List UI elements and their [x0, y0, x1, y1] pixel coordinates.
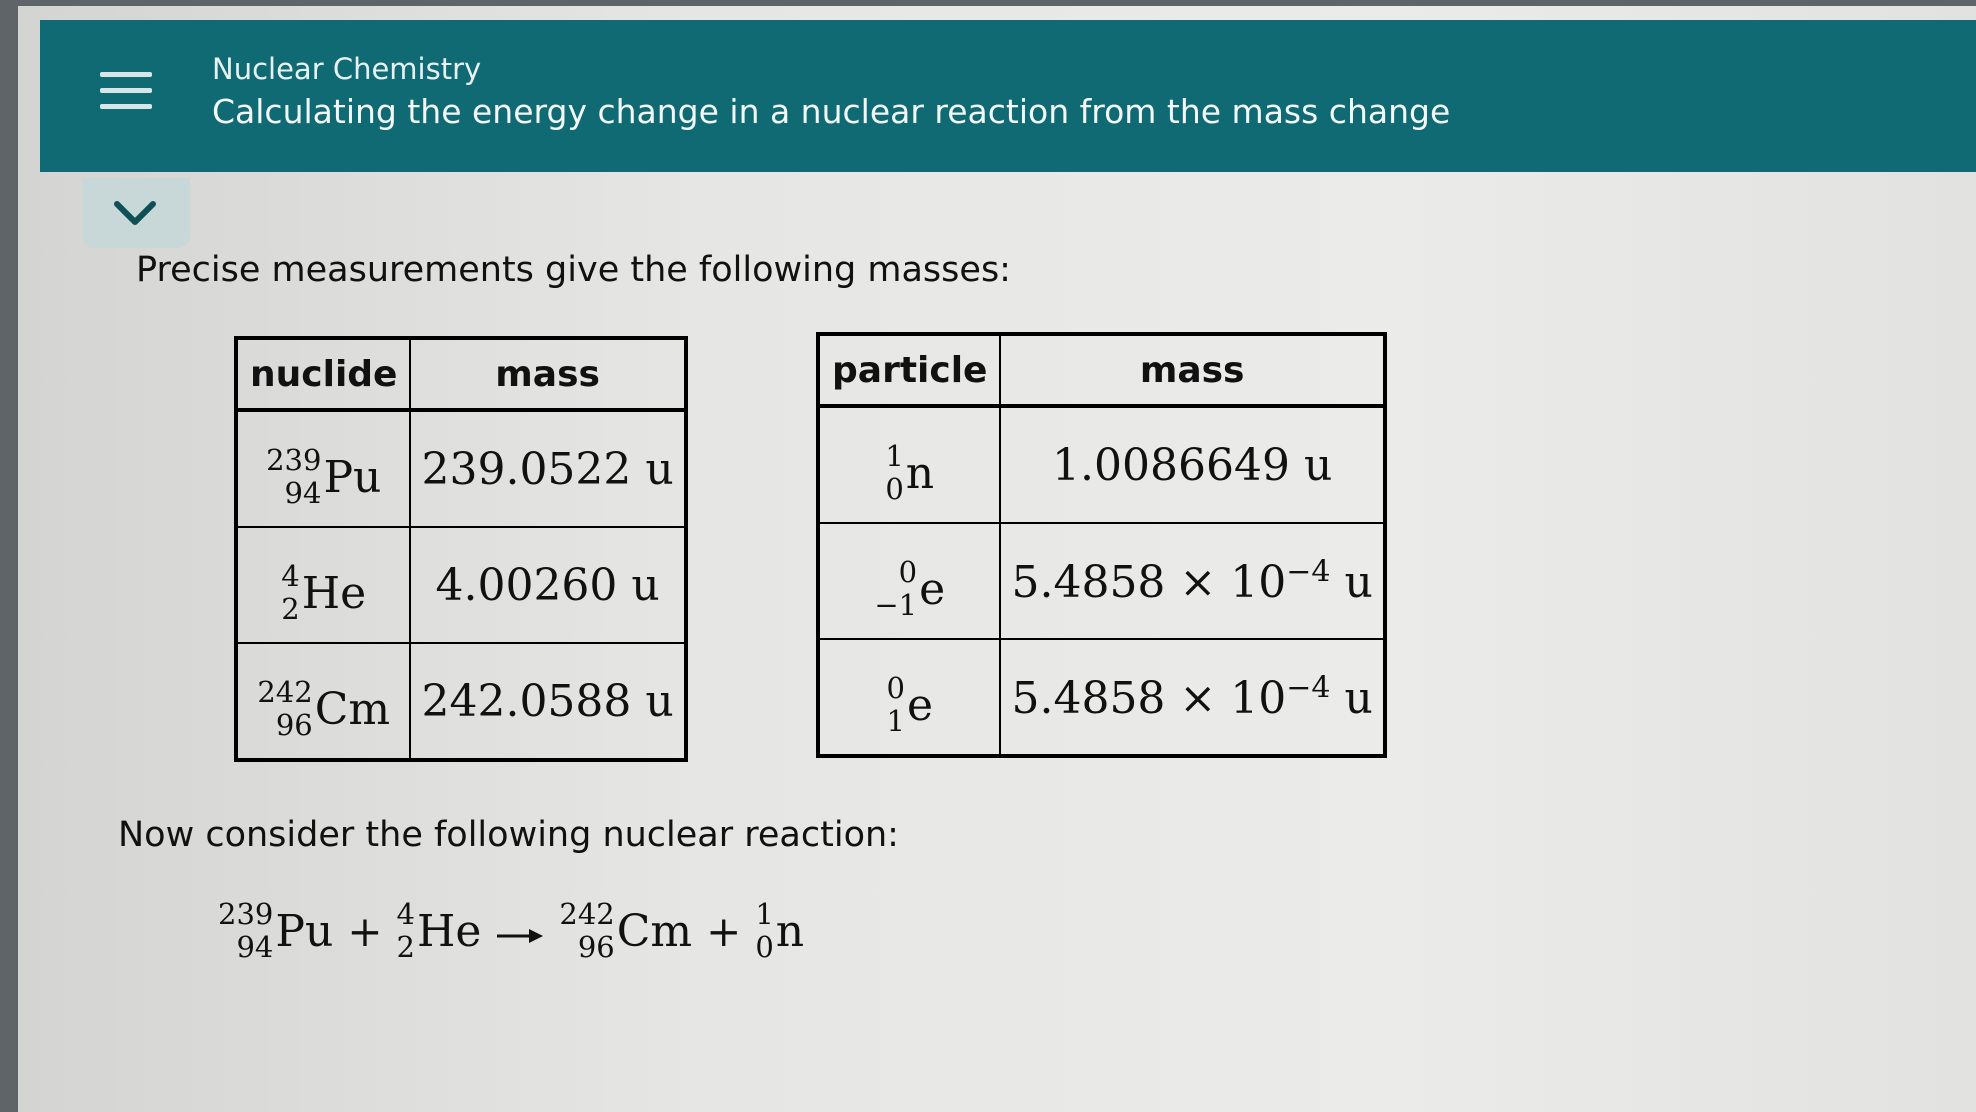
column-header-mass: mass — [410, 338, 685, 410]
mass-mantissa: 5.4858 × 10 — [1011, 672, 1287, 724]
mass-number: 0 — [898, 555, 918, 589]
nuclide-mass-table — [234, 336, 688, 762]
table-row — [236, 527, 686, 643]
element-symbol: Pu — [323, 451, 382, 503]
mass-number: 1 — [885, 439, 904, 473]
nuclide-cell — [236, 410, 410, 527]
element-symbol: He — [301, 567, 367, 619]
element-symbol: He — [416, 905, 482, 957]
particle-cell — [818, 406, 1000, 523]
table-row — [818, 523, 1385, 639]
scientific-mass — [1011, 554, 1373, 608]
collapse-button[interactable] — [82, 178, 190, 248]
particle-mass-table — [816, 332, 1387, 758]
reactant-nuclide — [396, 897, 482, 964]
atomic-number: −1 — [874, 588, 918, 622]
particle-symbol — [886, 671, 933, 738]
mass-cell — [1000, 639, 1384, 756]
mass-mantissa: 5.4858 × 10 — [1011, 556, 1287, 608]
column-header-nuclide: nuclide — [236, 338, 410, 410]
mass-exponent: −4 — [1286, 670, 1331, 706]
particle-letter: n — [905, 447, 935, 499]
intro-text: Precise measurements give the following masses: — [136, 250, 1011, 290]
menu-bar — [100, 88, 152, 93]
scientific-mass — [1011, 670, 1373, 724]
nuclide-symbol — [257, 675, 391, 742]
mass-cell — [1000, 523, 1384, 639]
hamburger-menu-icon[interactable] — [100, 72, 152, 120]
page-title: Calculating the energy change in a nuclear reaction from the mass change — [212, 92, 1451, 131]
mass-number: 0 — [886, 671, 905, 705]
particle-cell — [818, 523, 1000, 639]
reaction-intro-text: Now consider the following nuclear reaction: — [118, 815, 899, 855]
particle-letter: e — [919, 563, 946, 615]
atomic-number: 94 — [284, 476, 322, 510]
atomic-number: 0 — [885, 472, 904, 506]
particle-symbol — [874, 555, 946, 622]
nuclide-cell — [236, 643, 410, 760]
table-row — [818, 639, 1385, 756]
mass-cell: 242.0588 u — [410, 643, 685, 760]
element-symbol: Cm — [616, 905, 693, 957]
table-row — [236, 643, 686, 760]
column-header-particle: particle — [818, 334, 1000, 406]
atomic-number: 2 — [396, 930, 415, 964]
atomic-number: 1 — [886, 704, 905, 738]
column-header-mass: mass — [1000, 334, 1384, 406]
mass-cell: 4.00260 u — [410, 527, 685, 643]
particle-cell — [818, 639, 1000, 756]
plus-sign: + — [706, 906, 742, 956]
atomic-number: 96 — [577, 930, 615, 964]
reactant-nuclide — [218, 897, 334, 964]
mass-number: 242 — [257, 675, 313, 709]
topic-breadcrumb: Nuclear Chemistry — [212, 52, 482, 86]
table-row — [818, 406, 1385, 523]
table-header-row — [236, 338, 686, 410]
atomic-number: 94 — [236, 930, 274, 964]
mass-number: 4 — [281, 559, 300, 593]
mass-exponent: −4 — [1286, 554, 1331, 590]
element-symbol: Pu — [275, 905, 334, 957]
nuclide-cell — [236, 527, 410, 643]
nuclide-symbol — [281, 559, 367, 626]
plus-sign: + — [347, 906, 383, 956]
mass-number: 239 — [266, 443, 322, 477]
nuclide-symbol — [266, 443, 382, 510]
atomic-number: 0 — [755, 930, 774, 964]
mass-unit: u — [1344, 556, 1373, 608]
mass-cell: 239.0522 u — [410, 410, 685, 527]
mass-unit: u — [1344, 672, 1373, 724]
element-symbol: Cm — [314, 683, 391, 735]
mass-number: 239 — [218, 897, 274, 931]
mass-number: 4 — [396, 897, 415, 931]
atomic-number: 96 — [275, 708, 313, 742]
particle-symbol — [885, 439, 935, 506]
table-row — [236, 410, 686, 527]
mass-number: 242 — [559, 897, 615, 931]
menu-bar — [100, 104, 152, 109]
mass-cell: 1.0086649 u — [1000, 406, 1384, 523]
product-particle — [755, 897, 805, 964]
particle-letter: n — [775, 905, 805, 957]
table-header-row — [818, 334, 1385, 406]
chevron-down-icon — [112, 198, 158, 228]
nuclear-reaction-equation — [218, 897, 805, 964]
particle-letter: e — [906, 679, 933, 731]
atomic-number: 2 — [281, 592, 300, 626]
menu-bar — [100, 72, 152, 77]
mass-number: 1 — [755, 897, 774, 931]
product-nuclide — [559, 897, 693, 964]
right-arrow-icon — [495, 906, 545, 957]
